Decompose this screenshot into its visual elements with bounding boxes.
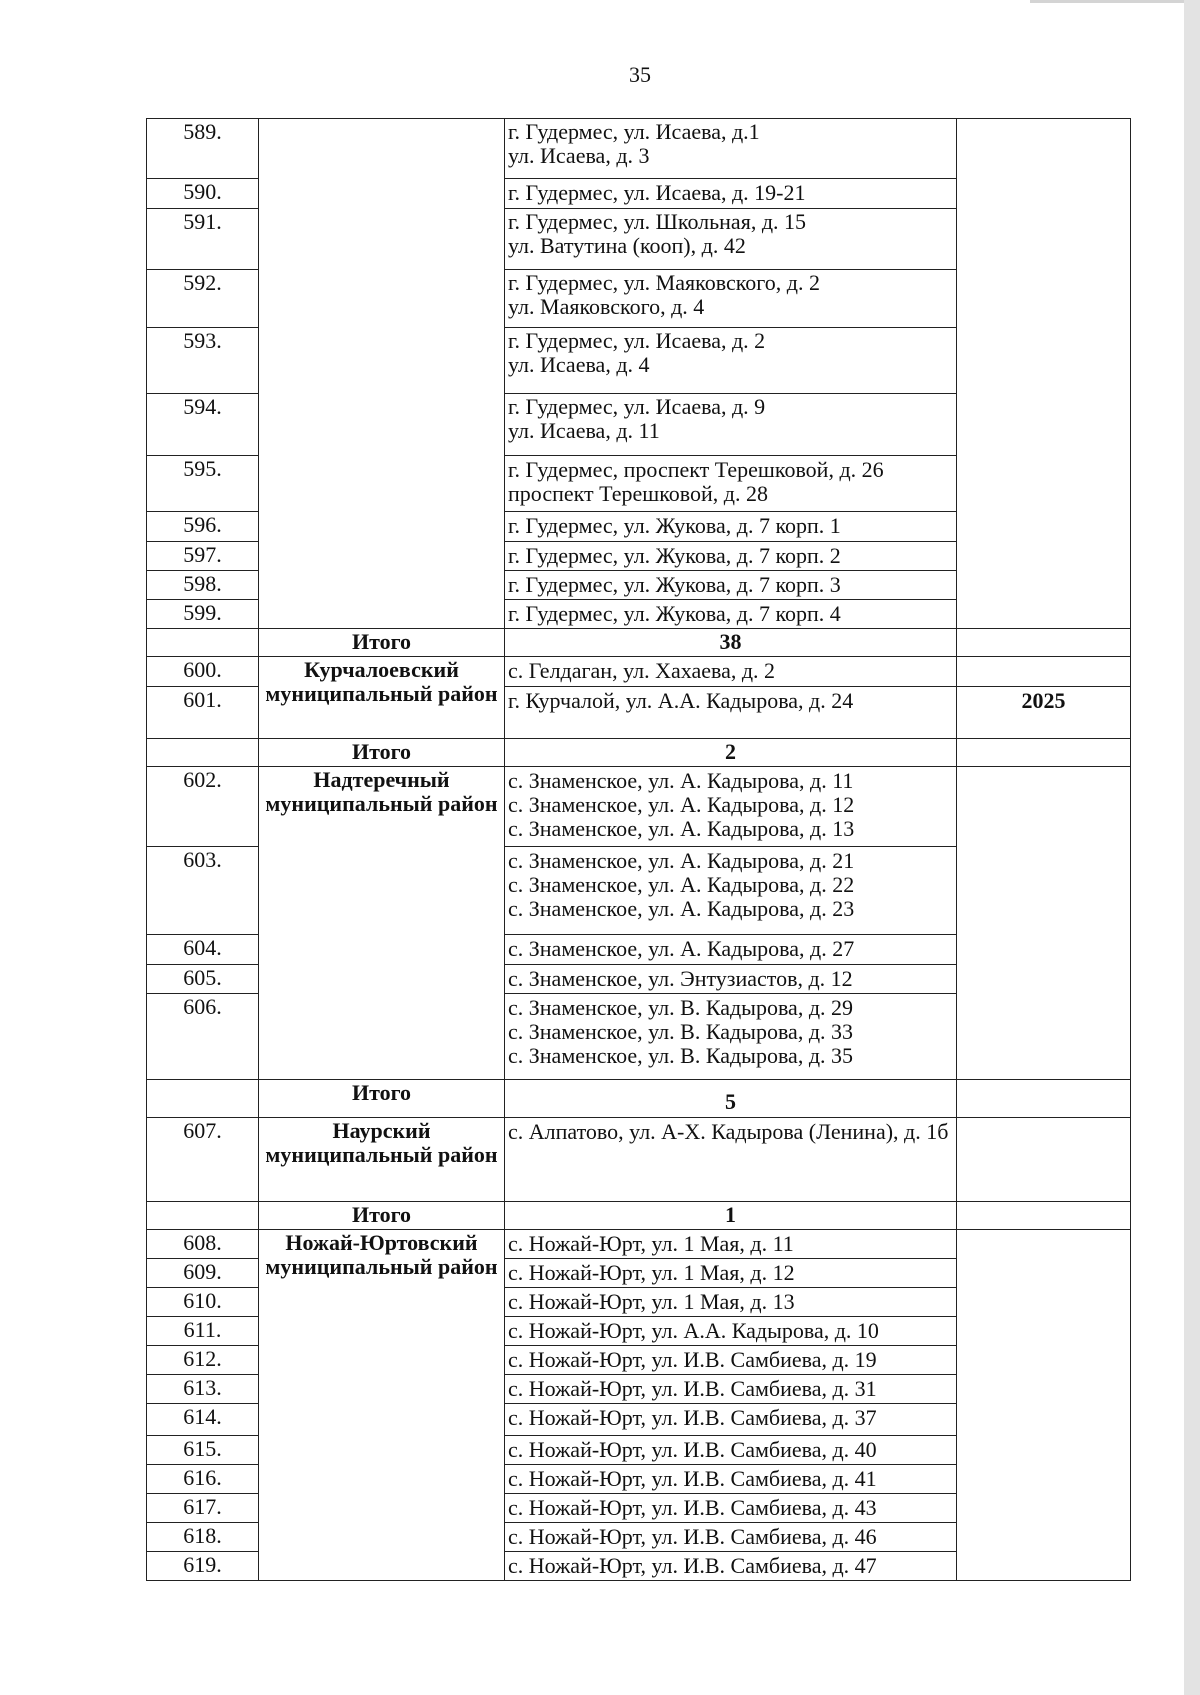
housing-table [146,118,1131,1581]
address-cell: с. Ножай-Юрт, ул. И.В. Самбиева, д. 40 [505,1436,957,1465]
address-cell: с. Ножай-Юрт, ул. 1 Мая, д. 12 [505,1259,957,1288]
row-number: 613. [147,1375,259,1404]
row-number: 609. [147,1259,259,1288]
address-cell: г. Гудермес, ул. Маяковского, д. 2 ул. Маяковского, д. 4 [505,270,957,328]
address-cell: г. Гудермес, ул. Жукова, д. 7 корп. 1 [505,512,957,542]
address-cell: г. Гудермес, ул. Жукова, д. 7 корп. 4 [505,600,957,629]
total-label: Итого [259,739,505,767]
row-number: 612. [147,1346,259,1375]
row-number: 593. [147,328,259,394]
table-row [147,1118,1131,1202]
total-row [147,629,1131,657]
row-number: 606. [147,994,259,1080]
row-number: 615. [147,1436,259,1465]
row-number: 589. [147,119,259,179]
row-number: 591. [147,209,259,270]
address-cell: г. Гудермес, ул. Исаева, д. 19-21 [505,179,957,209]
address-cell: г. Гудермес, ул. Исаева, д. 9 ул. Исаева, д. 11 [505,394,957,456]
address-cell: с. Знаменское, ул. А. Кадырова, д. 27 [505,935,957,965]
row-number: 608. [147,1230,259,1259]
table-row [147,657,1131,687]
total-row [147,739,1131,767]
address-cell: с. Знаменское, ул. А. Кадырова, д. 11 с. Знаменское, ул. А. Кадырова, д. 12 с. Знаменское, ул. А. Кадырова, д. 13 [505,767,957,847]
address-cell: с. Ножай-Юрт, ул. И.В. Самбиева, д. 43 [505,1494,957,1523]
scan-edge-right [1184,0,1200,1695]
table-row [147,119,1131,179]
row-number: 610. [147,1288,259,1317]
row-number: 590. [147,179,259,209]
address-cell: с. Знаменское, ул. А. Кадырова, д. 21 с. Знаменское, ул. А. Кадырова, д. 22 с. Знаменское, ул. А. Кадырова, д. 23 [505,847,957,935]
row-number: 607. [147,1118,259,1202]
address-cell: с. Ножай-Юрт, ул. И.В. Самбиева, д. 37 [505,1404,957,1436]
address-cell: с. Ножай-Юрт, ул. И.В. Самбиева, д. 31 [505,1375,957,1404]
row-number: 601. [147,687,259,739]
district-name: Курчалоевский муниципальный район [259,657,505,739]
district-name: Надтеречный муниципальный район [259,767,505,1080]
address-cell: г. Гудермес, проспект Терешковой, д. 26 проспект Терешковой, д. 28 [505,456,957,512]
year-cell [957,119,1131,629]
address-cell: с. Ножай-Юрт, ул. 1 Мая, д. 11 [505,1230,957,1259]
row-number: 611. [147,1317,259,1346]
address-cell: с. Ножай-Юрт, ул. И.В. Самбиева, д. 46 [505,1523,957,1552]
row-number: 596. [147,512,259,542]
row-number: 616. [147,1465,259,1494]
district-name: Наурский муниципальный район [259,1118,505,1202]
address-cell: с. Ножай-Юрт, ул. А.А. Кадырова, д. 10 [505,1317,957,1346]
district-cell [259,119,505,629]
row-number: 617. [147,1494,259,1523]
row-number: 605. [147,965,259,994]
row-number: 619. [147,1552,259,1581]
address-cell: г. Гудермес, ул. Жукова, д. 7 корп. 2 [505,542,957,571]
table-row [147,1230,1131,1259]
total-value: 2 [505,739,957,767]
address-cell: г. Гудермес, ул. Исаева, д.1 ул. Исаева, д. 3 [505,119,957,179]
total-value: 5 [505,1080,957,1118]
scan-edge-top [1030,0,1200,3]
row-number: 592. [147,270,259,328]
address-cell: с. Ножай-Юрт, ул. И.В. Самбиева, д. 41 [505,1465,957,1494]
total-value: 38 [505,629,957,657]
total-label: Итого [259,629,505,657]
address-cell: с. Ножай-Юрт, ул. 1 Мая, д. 13 [505,1288,957,1317]
total-label: Итого [259,1080,505,1118]
row-number: 614. [147,1404,259,1436]
row-number: 604. [147,935,259,965]
row-number: 598. [147,571,259,600]
district-name: Ножай-Юртовский муниципальный район [259,1230,505,1581]
address-cell: г. Курчалой, ул. А.А. Кадырова, д. 24 [505,687,957,739]
row-number: 599. [147,600,259,629]
total-row [147,1202,1131,1230]
row-number: 594. [147,394,259,456]
row-number: 602. [147,767,259,847]
address-cell: с. Ножай-Юрт, ул. И.В. Самбиева, д. 19 [505,1346,957,1375]
year-value: 2025 [957,687,1131,739]
row-number: 618. [147,1523,259,1552]
row-number: 603. [147,847,259,935]
page-number: 35 [629,62,651,87]
row-number: 595. [147,456,259,512]
address-cell: с. Знаменское, ул. Энтузиастов, д. 12 [505,965,957,994]
total-row [147,1080,1131,1118]
address-cell: с. Знаменское, ул. В. Кадырова, д. 29 с. Знаменское, ул. В. Кадырова, д. 33 с. Знаменское, ул. В. Кадырова, д. 35 [505,994,957,1080]
row-number: 600. [147,657,259,687]
address-cell: с. Гелдаган, ул. Хахаева, д. 2 [505,657,957,687]
row-number: 597. [147,542,259,571]
address-cell: г. Гудермес, ул. Школьная, д. 15 ул. Ватутина (кооп), д. 42 [505,209,957,270]
address-cell: с. Алпатово, ул. А-Х. Кадырова (Ленина), д. 1б [505,1118,957,1202]
address-cell: г. Гудермес, ул. Исаева, д. 2 ул. Исаева, д. 4 [505,328,957,394]
table-row [147,767,1131,847]
address-cell: с. Ножай-Юрт, ул. И.В. Самбиева, д. 47 [505,1552,957,1581]
address-cell: г. Гудермес, ул. Жукова, д. 7 корп. 3 [505,571,957,600]
total-value: 1 [505,1202,957,1230]
total-label: Итого [259,1202,505,1230]
